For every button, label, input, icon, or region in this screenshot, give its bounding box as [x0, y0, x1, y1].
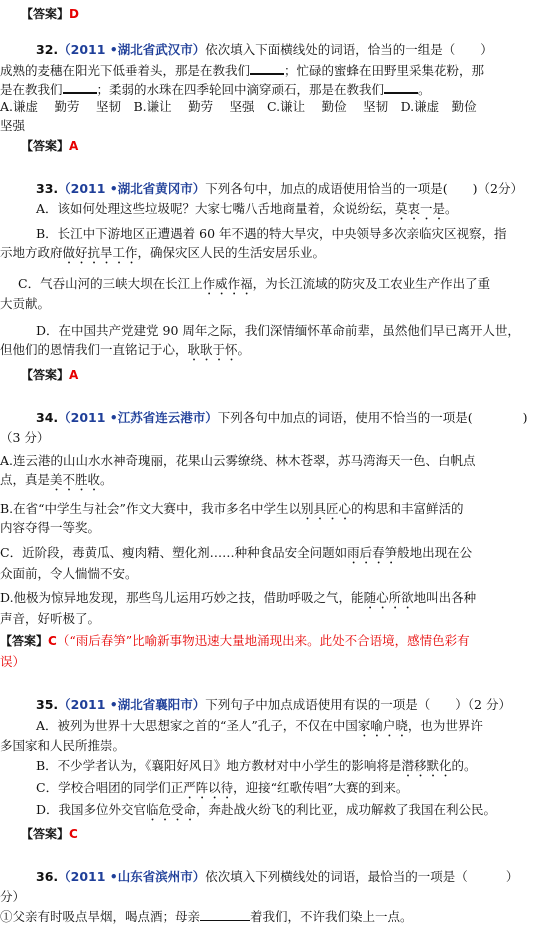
dotted-idiom: 作威作福	[202, 276, 253, 291]
text-segment: 。	[237, 342, 251, 357]
answer-blank	[250, 61, 284, 75]
dotted-idiom: 临危受命	[146, 802, 197, 817]
question-number: 36.	[36, 869, 59, 884]
dotted-idiom: 潜移默化	[401, 758, 452, 773]
q34-stem	[36, 410, 528, 426]
q34-answer-line2	[0, 654, 25, 670]
q34-option-b-line2: 内容夺得一等奖。	[0, 520, 101, 535]
question-source: （2011 •湖北省襄阳市）	[58, 697, 206, 712]
q36-item-1	[0, 908, 413, 925]
answer-value: A	[69, 139, 79, 153]
text-segment: 地叫出各种	[413, 590, 477, 605]
answer-blank	[63, 80, 97, 94]
q35-stem	[36, 697, 511, 713]
q31-answer	[21, 6, 79, 22]
text-segment: D．我国多位外交官	[36, 802, 147, 817]
answer-label: 【答案】	[21, 368, 70, 382]
question-stem: 依次填入下列横线处的词语，最恰当的一项是（	[205, 869, 468, 884]
text-segment: ①父亲有时吸点旱烟，喝点酒；母亲	[0, 909, 201, 924]
q32-options-wrap: 坚强	[0, 118, 26, 133]
q32-line3	[0, 80, 431, 98]
text-segment: ，为长江流域的防灾及工农业生产作出了重	[252, 276, 491, 291]
text-segment: ；柔弱的水珠在四季轮回中滴穿顽石，那是在教我们	[96, 82, 385, 97]
text-segment: ；忙碌的蜜蜂在田野里采集花粉，那	[284, 63, 485, 78]
question-number: 33.	[36, 181, 59, 196]
question-stem: 下列各句中，加点的成语使用恰当的一项是( )（2分）	[205, 181, 524, 196]
q34-option-a-line2	[0, 472, 113, 494]
dotted-idiom: 做好抗旱工作	[62, 245, 138, 260]
question-stem: 下列句子中加点成语使用有误的一项是（ ）（2 分）	[205, 697, 511, 712]
text-segment: B．不少学者认为，《襄阳好风日》地方教材对中小学生的影响将是	[36, 758, 402, 773]
q36-score: 分）	[0, 889, 26, 904]
q32-line2	[0, 61, 484, 79]
q35-answer	[21, 826, 78, 842]
q35-option-d	[36, 802, 496, 824]
dotted-idiom: 别具匠心	[300, 501, 351, 516]
dotted-idiom: 严阵以待	[183, 780, 234, 795]
answer-blank	[384, 80, 418, 94]
answer-label: 【答案】	[0, 634, 49, 648]
answer-label: 【答案】	[21, 7, 70, 21]
text-segment: ，奔赴战火纷飞的利比亚，成功解救了我国在利公民。	[196, 802, 497, 817]
text-segment: C．近阶段，毒黄瓜、瘦肉精、塑化剂……种种食品安全问题如	[0, 545, 348, 560]
text-segment: C．气吞山河的三峡大坝在长江上	[18, 276, 203, 291]
dotted-idiom: 随心所欲	[363, 590, 414, 605]
q34-score: （3 分）	[0, 430, 50, 445]
answer-value: C	[69, 827, 78, 841]
answer-label: 【答案】	[21, 139, 70, 153]
text-segment: D.他极为惊异地发现，那些鸟儿运用巧妙之技，借助呼吸之气，能	[0, 590, 364, 605]
text-segment: 点，真是	[0, 472, 51, 487]
q35-option-c	[36, 780, 408, 802]
q34-option-a-line1: A.连云港的山山水水神奇瑰丽，花果山云雾缭绕、林木苍翠，苏马湾海天一色、白帆点	[0, 453, 476, 468]
dotted-idiom: 莫衷一是	[395, 201, 446, 216]
q33-stem	[36, 181, 523, 197]
text-segment: 。	[445, 201, 458, 216]
q33-option-c-line1	[18, 276, 490, 298]
q33-option-d-line2	[0, 342, 250, 364]
q33-answer	[21, 367, 78, 383]
text-segment: ）	[505, 869, 519, 884]
dotted-idiom: 耿耿于怀	[187, 342, 238, 357]
question-stem: 下列各句中加点的词语，使用不恰当的一项是( )	[217, 410, 528, 425]
text-segment: 的。	[451, 758, 477, 773]
answer-blank	[200, 908, 250, 921]
text-segment: 着我们，不许我们染上一点。	[250, 909, 413, 924]
dotted-idiom: 家喻户晓	[357, 718, 408, 733]
q35-option-b	[36, 758, 476, 780]
question-source: （2011 •山东省滨州市）	[58, 869, 206, 884]
q33-option-c-line2: 大贡献。	[0, 296, 51, 311]
text-segment: B.在省“中学生与社会”作文大赛中，我市多名中学生以	[0, 501, 301, 516]
text-segment: ，确保灾区人民的生活安居乐业。	[137, 245, 326, 260]
q33-option-b-line1: B．长江中下游地区正遭遇着 60 年不遇的特大旱灾，中央领导多次亲临灾区视察，指	[36, 226, 507, 241]
text-segment: 。	[418, 82, 431, 97]
q36-stem	[36, 869, 518, 885]
question-source: （2011 •湖北省武汉市）	[58, 42, 206, 57]
text-segment: 成熟的麦穗在阳光下低垂着头，那是在教我们	[0, 63, 251, 78]
text-segment: 是在教我们	[0, 82, 63, 97]
answer-explanation: （“雨后春笋”比喻新事物迅速大量地涌现出来。此处不合语境，感情色彩有	[56, 633, 470, 648]
text-segment: 。	[100, 472, 113, 487]
text-segment: 示地方政府	[0, 245, 63, 260]
q34-answer-line1	[0, 633, 470, 649]
q33-option-b-line2	[0, 245, 325, 267]
dotted-idiom: 雨后春笋	[347, 545, 398, 560]
q33-option-d-line1: D．在中国共产党建党 90 周年之际，我们深情缅怀革命前辈，虽然他们早已离开人世，	[36, 323, 520, 338]
q32-answer	[21, 138, 78, 154]
text-segment: A．被列为世界十大思想家之首的“圣人”孔子，不仅在中国	[36, 718, 358, 733]
text-segment: C．学校合唱团的同学们正	[36, 780, 184, 795]
question-number: 34.	[36, 410, 59, 425]
q34-option-d-line1	[0, 590, 476, 612]
text-segment: 但他们的恩情我们一直铭记于心，	[0, 342, 188, 357]
question-source: （2011 •江苏省连云港市）	[58, 410, 218, 425]
q33-option-a	[36, 201, 458, 223]
question-stem: 依次填入下面横线处的词语，恰当的一组是（ ）	[205, 42, 493, 57]
answer-value: A	[69, 368, 79, 382]
q34-option-c-line2: 众面前，令人惴惴不安。	[0, 566, 138, 581]
answer-value: D	[69, 7, 79, 21]
answer-value: C	[48, 634, 57, 648]
text-segment: ，迎接“红歌传唱”大赛的到来。	[233, 780, 409, 795]
question-source: （2011 •湖北省黄冈市）	[58, 181, 206, 196]
question-number: 32.	[36, 42, 59, 57]
q35-option-a-line1	[36, 718, 483, 740]
text-segment: ，也为世界许	[407, 718, 483, 733]
q34-option-c-line1	[0, 545, 472, 567]
question-number: 35.	[36, 697, 59, 712]
answer-label: 【答案】	[21, 827, 70, 841]
text-segment: A．该如何处理这些垃圾呢？大家七嘴八舌地商量着，众说纷纭，	[36, 201, 396, 216]
dotted-idiom: 美不胜收	[50, 472, 101, 487]
text-segment: 的构思和丰富鲜活的	[350, 501, 464, 516]
q32-stem	[36, 42, 493, 58]
text-segment: 般地出现在公	[397, 545, 473, 560]
q35-option-a-line2: 多国家和人民所推崇。	[0, 738, 126, 753]
q34-option-d-line2: 声音，好听极了。	[0, 611, 101, 626]
answer-explanation: 误）	[0, 654, 26, 669]
q32-options: A.谦虚 勤劳 坚韧 B.谦让 勤劳 坚强 C.谦让 勤俭 坚韧 D.谦虚 勤俭	[0, 99, 477, 114]
